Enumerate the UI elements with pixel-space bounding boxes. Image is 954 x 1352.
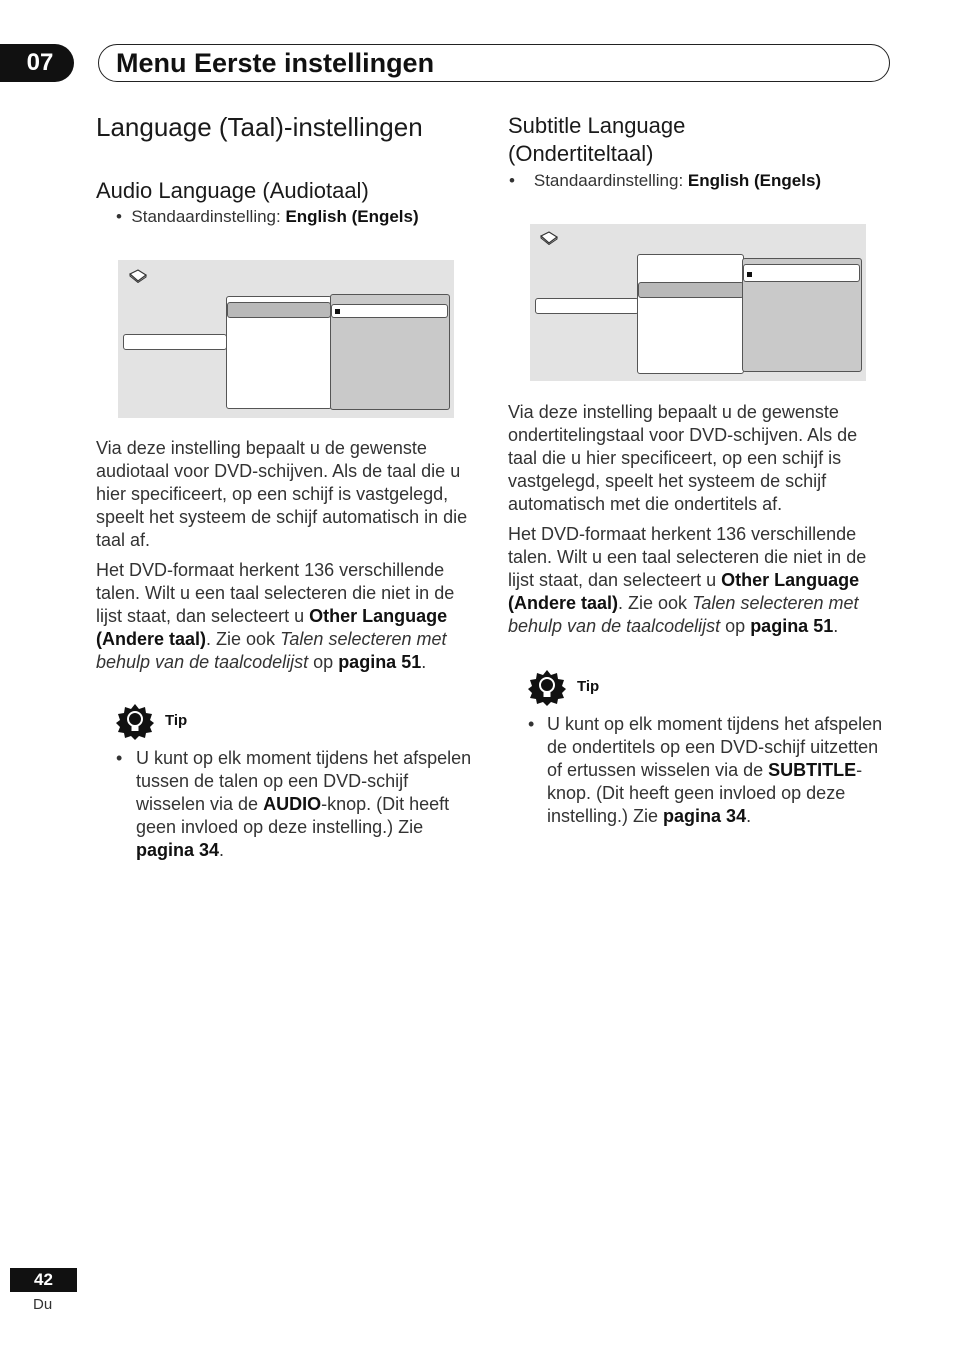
selection-marker <box>335 309 340 314</box>
disc-icon <box>539 231 559 245</box>
chapter-title: Menu Eerste instellingen <box>116 48 435 78</box>
lightbulb-icon <box>116 704 154 740</box>
tip-label: Tip <box>165 712 188 729</box>
subtitle-description: Via deze instelling bepaalt u de gewenste ondertitelingstaal voor DVD-schijven. Als de taal die u hier specificeert, op een schijf is vastgelegd, speelt het systeem de schijf automatisch met die ondertitels af. <box>508 402 858 514</box>
language-code: Du <box>33 1296 53 1313</box>
audio-language-count-text: Het DVD-formaat herkent 136 verschillende talen. Wilt u een taal selecteren die niet in de lijst staat, dan selecteert u Other Language (Andere taal). Zie ook Talen selecteren met behulp van de taalcodelijst op pagina 51. <box>96 560 455 672</box>
audio-language-heading: Audio Language (Audiotaal) <box>96 178 369 203</box>
section-title: Language (Taal)-instellingen <box>96 112 423 142</box>
subtitle-language-heading: Subtitle Language (Ondertiteltaal) <box>508 113 686 166</box>
page-number: 42 <box>10 1268 77 1292</box>
subtitle-language-count-text: Het DVD-formaat herkent 136 verschillende talen. Wilt u een taal selecteren die niet in de lijst staat, dan selecteert u Other Language (Andere taal). Zie ook Talen selecteren met behulp van de taalcodelijst op pagina 51. <box>508 524 867 636</box>
audio-description: Via deze instelling bepaalt u de gewenste audiotaal voor DVD-schijven. Als de taal die u hier specificeert, op een schijf is vastgelegd, speelt het systeem de schijf automatisch in die taal af. <box>96 438 468 550</box>
lightbulb-icon <box>528 670 566 706</box>
submenu-list <box>637 254 744 374</box>
main-menu-item <box>123 334 227 350</box>
option-selected <box>743 264 860 282</box>
disc-icon <box>128 269 148 283</box>
audio-language-screen <box>118 260 454 418</box>
submenu-selected-item <box>227 302 331 318</box>
subtitle-default-setting: • Standaardinstelling: English (Engels) <box>509 171 822 190</box>
audio-tip: • U kunt op elk moment tijdens het afspelen tussen de talen op een DVD-schijf wisselen via de AUDIO-knop. (Dit heeft geen invloed op deze instelling.) Zie pagina 34. <box>116 748 472 860</box>
bullet-dot: • <box>116 748 123 768</box>
bullet-dot: • <box>116 207 122 226</box>
selection-marker <box>747 272 752 277</box>
tip-label: Tip <box>577 678 600 695</box>
bullet-dot: • <box>528 714 535 734</box>
audio-default-setting: • Standaardinstelling: English (Engels) <box>116 207 419 226</box>
submenu-selected-item <box>638 282 744 298</box>
main-menu-item <box>535 298 639 314</box>
chapter-number-badge: 07 <box>0 44 74 82</box>
subtitle-language-screen <box>530 224 866 381</box>
option-selected <box>331 304 448 318</box>
bullet-dot: • <box>509 171 515 190</box>
subtitle-tip: • U kunt op elk moment tijdens het afspelen de ondertitels op een DVD-schijf uitzetten of ertussen wisselen via de SUBTITLE-knop. (Dit heeft geen invloed op deze instelling.) Zie pagina 34. <box>528 714 883 826</box>
